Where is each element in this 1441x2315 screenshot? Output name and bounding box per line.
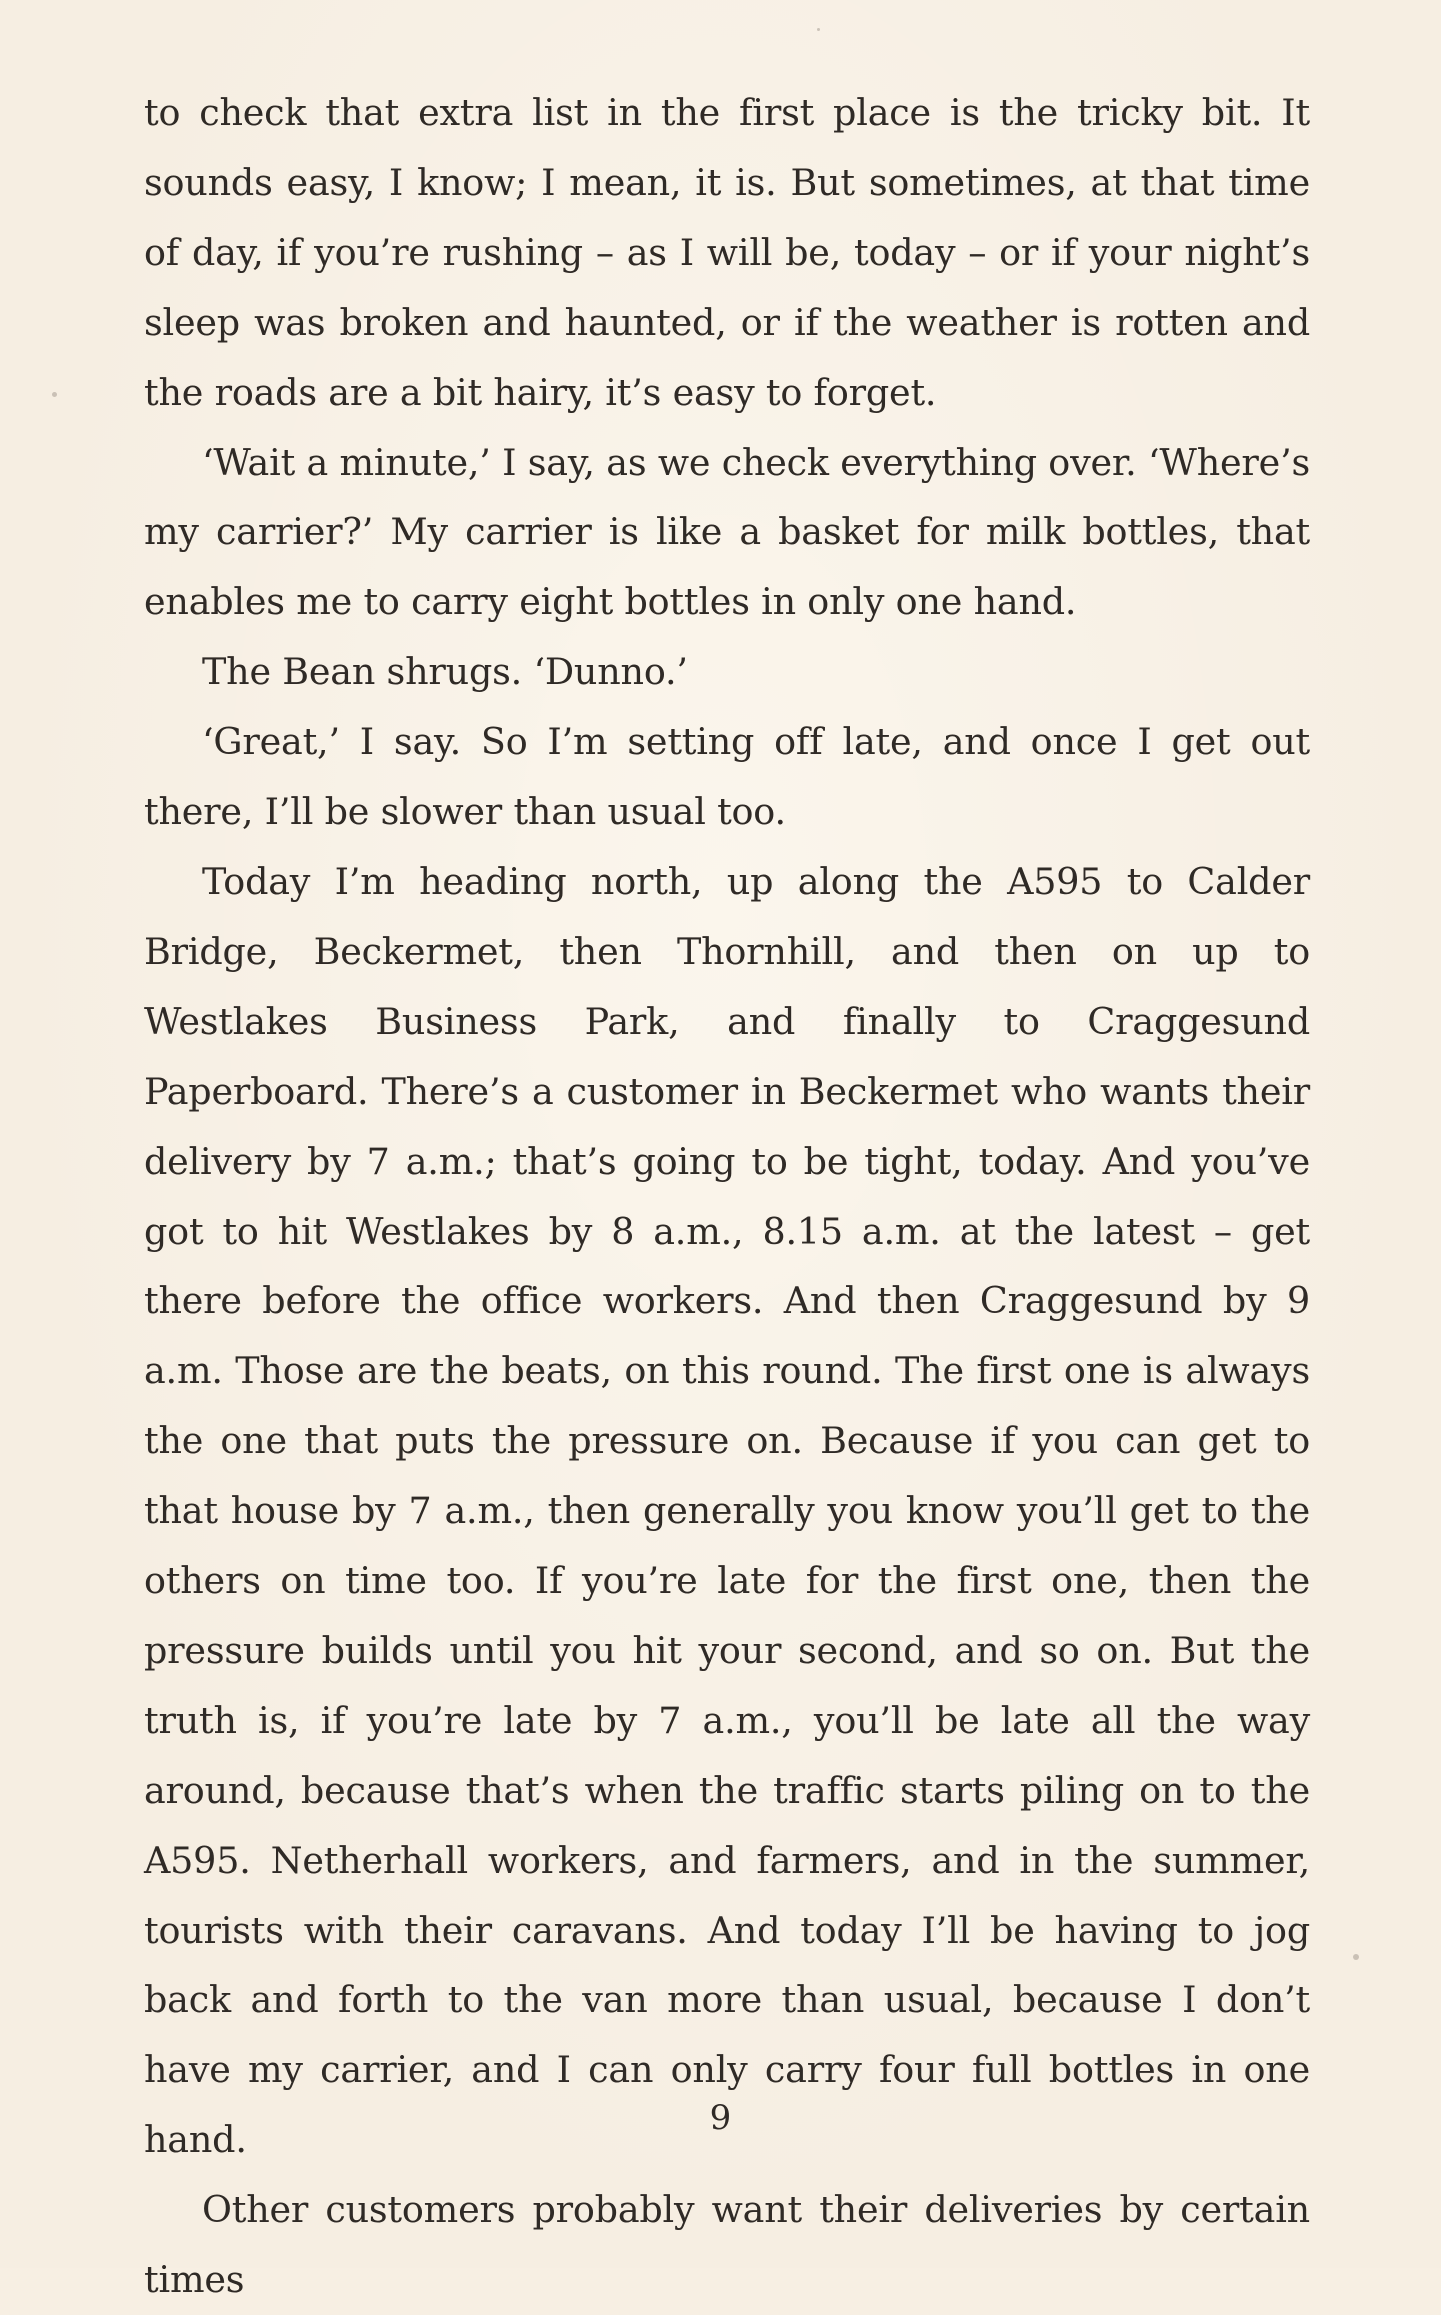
paragraph-6: Other customers probably want their deliveries by certain times <box>144 2188 1310 2302</box>
paper-speck <box>1353 1954 1359 1960</box>
paragraph-5: Today I’m heading north, up along the A595 to Calder Bridge, Beckermet, then Thornhill, and then on up to Westlakes Business Park, and finally to Craggesund Paperboard. There’s a customer in Beckermet who wants their delivery by 7 a.m.; that’s going to be tight, today. And you’ve got to hit Westlakes by 8 a.m., 8.15 a.m. at the latest – get there before the office workers. And then Craggesund by 9 a.m. Those are the beats, on this round. The first one is always the one that puts the pressure on. Because if you can get to that house by 7 a.m., then generally you know you’ll get to the others on time too. If you’re late for the first one, then the pressure builds until you hit your second, and so on. But the truth is, if you’re late by 7 a.m., you’ll be late all the way around, because that’s when the traffic starts piling on to the A595. Netherhall workers, and farmers, and in the summer, tourists with their caravans. And today I’ll be having to jog back and forth to the van more than usual, because I don’t have my carrier, and I can only carry four full bottles in one hand. <box>144 859 1310 2162</box>
paper-speck <box>52 392 57 397</box>
paper-speck <box>817 28 820 31</box>
body-text <box>144 78 1310 2315</box>
paragraph-3: The Bean shrugs. ‘Dunno.’ <box>202 650 688 694</box>
paragraph-4: ‘Great,’ I say. So I’m setting off late, and once I get out there, I’ll be slower than usual too. <box>144 720 1310 834</box>
paragraph-1: to check that extra list in the first place is the tricky bit. It sounds easy, I know; I mean, it is. But sometimes, at that time of day, if you’re rushing – as I will be, today – or if your night’s sleep was broken and haunted, or if the weather is rotten and the roads are a bit hairy, it’s easy to forget. <box>144 91 1310 414</box>
paragraph-2: ‘Wait a minute,’ I say, as we check everything over. ‘Where’s my carrier?’ My carrier is like a basket for milk bottles, that enables me to carry eight bottles in only one hand. <box>144 440 1310 624</box>
page-number: 9 <box>709 2098 732 2138</box>
